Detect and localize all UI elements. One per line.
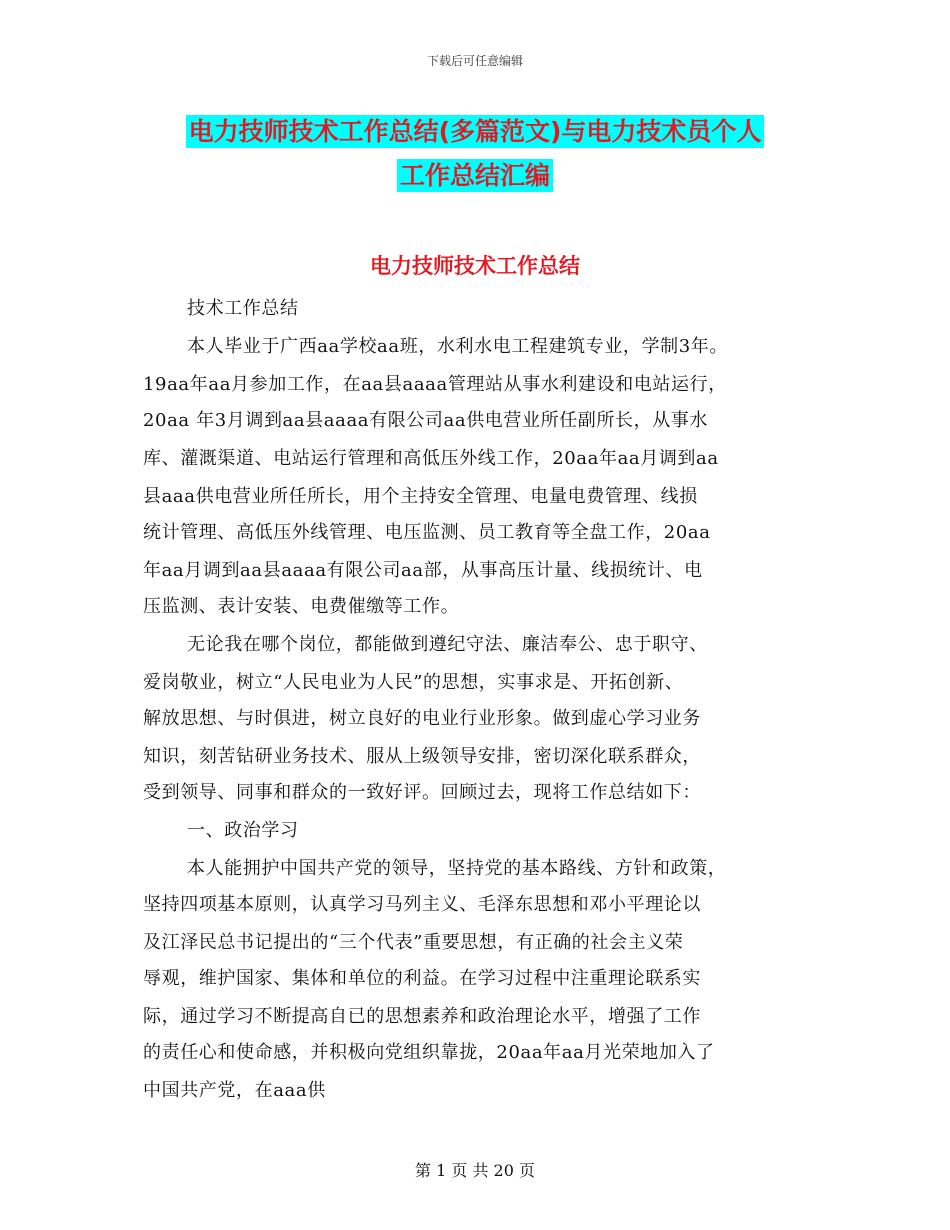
body-line: 县aaa供电营业所任所长，用个主持安全管理、电量电费管理、线损 [143, 486, 698, 507]
body-line: 一、政治学习 [187, 820, 299, 841]
body-line: 的责任心和使命感，并积极向党组织靠拢，20aa年aa月光荣地加入了 [143, 1042, 715, 1063]
header-note: 下载后可任意编辑 [426, 54, 523, 68]
body-line: 无论我在哪个岗位，都能做到遵纪守法、廉洁奉公、忠于职守、 [187, 634, 708, 655]
body-line: 19aa年aa月参加工作，在aa县aaaa管理站从事水利建设和电站运行， [143, 374, 727, 395]
body-line: 爱岗敬业，树立“人民电业为人民”的思想，实事求是、开拓创新、 [143, 672, 684, 693]
body-line: 统计管理、高低压外线管理、电压监测、员工教育等全盘工作，20aa [143, 522, 711, 543]
body-line: 际，通过学习不断提高自已的思想素养和政治理论水平，增强了工作 [143, 1006, 701, 1027]
document-title-line-2 [0, 156, 950, 192]
document-title-line-1 [0, 112, 950, 148]
body-line: 本人能拥护中国共产党的领导，坚持党的基本路线、方针和政策， [187, 858, 727, 879]
body-line: 坚持四项基本原则，认真学习马列主义、毛泽东思想和邓小平理论以 [143, 894, 701, 915]
body-line: 知识，刻苦钻研业务技术、服从上级领导安排，密切深化联系群众， [143, 746, 701, 767]
body-line: 及江泽民总书记提出的“三个代表”重要思想，有正确的社会主义荣 [143, 932, 684, 953]
body-line: 技术工作总结 [187, 298, 299, 319]
body-line: 20aa 年3月调到aa县aaaa有限公司aa供电营业所任副所长，从事水 [143, 410, 708, 431]
body-line: 年aa月调到aa县aaaa有限公司aa部，从事高压计量、线损统计、电 [143, 560, 703, 581]
body-line: 解放思想、与时俱进，树立良好的电业行业形象。做到虚心学习业务 [143, 708, 701, 729]
section-title: 电力技师技术工作总结 [370, 254, 580, 278]
body-line: 中国共产党，在aaa供 [143, 1080, 326, 1101]
body-line: 压监测、表计安装、电费催缴等工作。 [143, 596, 460, 617]
body-line: 辱观，维护国家、集体和单位的利益。在学习过程中注重理论联系实 [143, 968, 701, 989]
title-highlight-1: 电力技师技术工作总结(多篇范文)与电力技术员个人 [186, 115, 765, 148]
body-line: 库、灌溉渠道、电站运行管理和高低压外线工作，20aa年aa月调到aa [143, 448, 719, 469]
body-line: 本人毕业于广西aa学校aa班，水利水电工程建筑专业，学制3年。 [187, 336, 728, 357]
title-highlight-2: 工作总结汇编 [397, 159, 553, 192]
body-line: 受到领导、同事和群众的一致好评。回顾过去，现将工作总结如下： [143, 782, 701, 803]
page-footer: 第 1 页 共 20 页 [415, 1161, 535, 1180]
